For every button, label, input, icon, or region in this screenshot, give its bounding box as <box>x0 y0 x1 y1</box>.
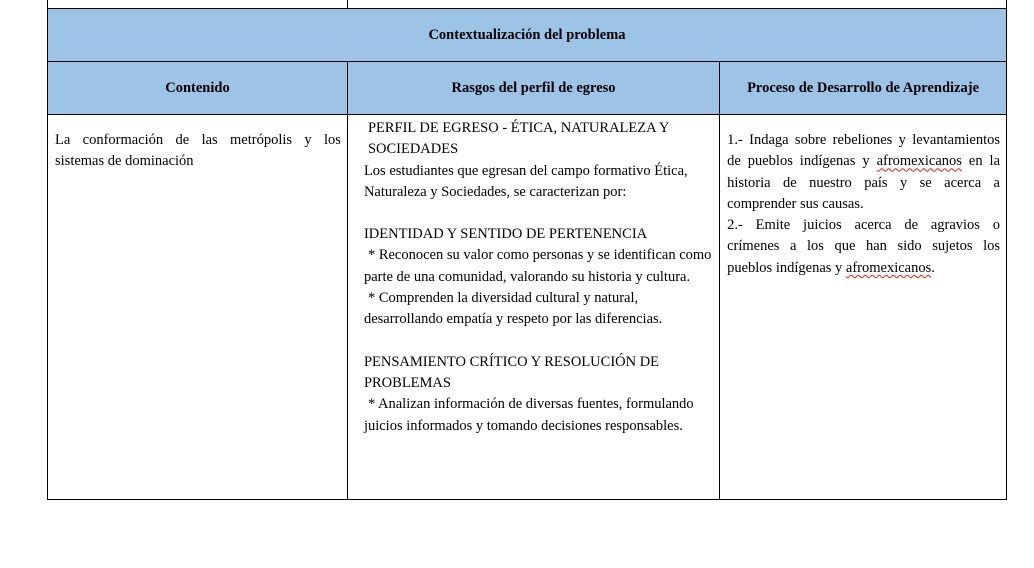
rasgos-heading: PERFIL DE EGRESO - ÉTICA, NATURALEZA Y SOCIEDADES <box>367 120 669 158</box>
header-rasgos: Rasgos del perfil de egreso <box>347 62 719 115</box>
spellcheck-word: afromexicanos <box>845 259 932 276</box>
content-text: La conformación de las metrópolis y los sistemas de dominación <box>55 132 341 170</box>
proceso-item-1 <box>727 130 1000 215</box>
header-proceso: Proceso de Desarrollo de Aprendizaje <box>720 62 1007 115</box>
proceso-item-1-a: 1.- Indaga sobre rebeliones y levantamientos de pueblos indígenas y <box>727 132 1000 170</box>
previous-cell-right <box>347 0 1006 9</box>
proceso-cell <box>720 115 1007 500</box>
table-title: Contextualización del problema <box>48 9 1007 62</box>
section2-item1: * Analizan información de diversas fuentes, formulando juicios informados y tomando decisiones responsables. <box>363 396 694 434</box>
spellcheck-word: afromexicanos <box>876 153 962 170</box>
curriculum-table <box>47 0 1007 500</box>
proceso-item-2-c: . <box>931 259 935 276</box>
previous-cell-left <box>48 0 348 9</box>
rasgos-intro: Los estudiantes que egresan del campo formativo Ética, Naturaleza y Sociedades, se caracterizan por: <box>363 162 688 200</box>
title-row <box>48 9 1007 62</box>
proceso-item-1-c: en la historia de nuestro país y se acerca a comprender sus causas. <box>727 153 1001 212</box>
table-row <box>48 115 1007 500</box>
proceso-text <box>720 115 1006 279</box>
section1-item1: * Reconocen su valor como personas y se identifican como parte de una comunidad, valorando su historia y cultura. <box>363 247 712 285</box>
section1-item2: * Comprenden la diversidad cultural y natural, desarrollando empatía y respeto por las diferencias. <box>363 290 663 328</box>
spacer <box>364 331 713 352</box>
header-contenido: Contenido <box>48 62 348 115</box>
document-page <box>47 0 1007 500</box>
content-cell <box>48 115 348 500</box>
proceso-item-2 <box>727 215 1000 279</box>
section1-title: IDENTIDAD Y SENTIDO DE PERTENENCIA <box>363 226 648 243</box>
rasgos-text <box>348 115 719 437</box>
spacer <box>364 203 713 224</box>
previous-table-row <box>48 0 1007 9</box>
section2-title: PENSAMIENTO CRÍTICO Y RESOLUCIÓN DE PROBLEMAS <box>363 353 660 391</box>
column-header-row <box>48 62 1007 115</box>
rasgos-cell <box>347 115 719 500</box>
proceso-item-2-a: 2.- Emite juicios acerca de agravios o crímenes a los que han sido sujetos los pueblos indígenas y <box>727 217 1000 276</box>
